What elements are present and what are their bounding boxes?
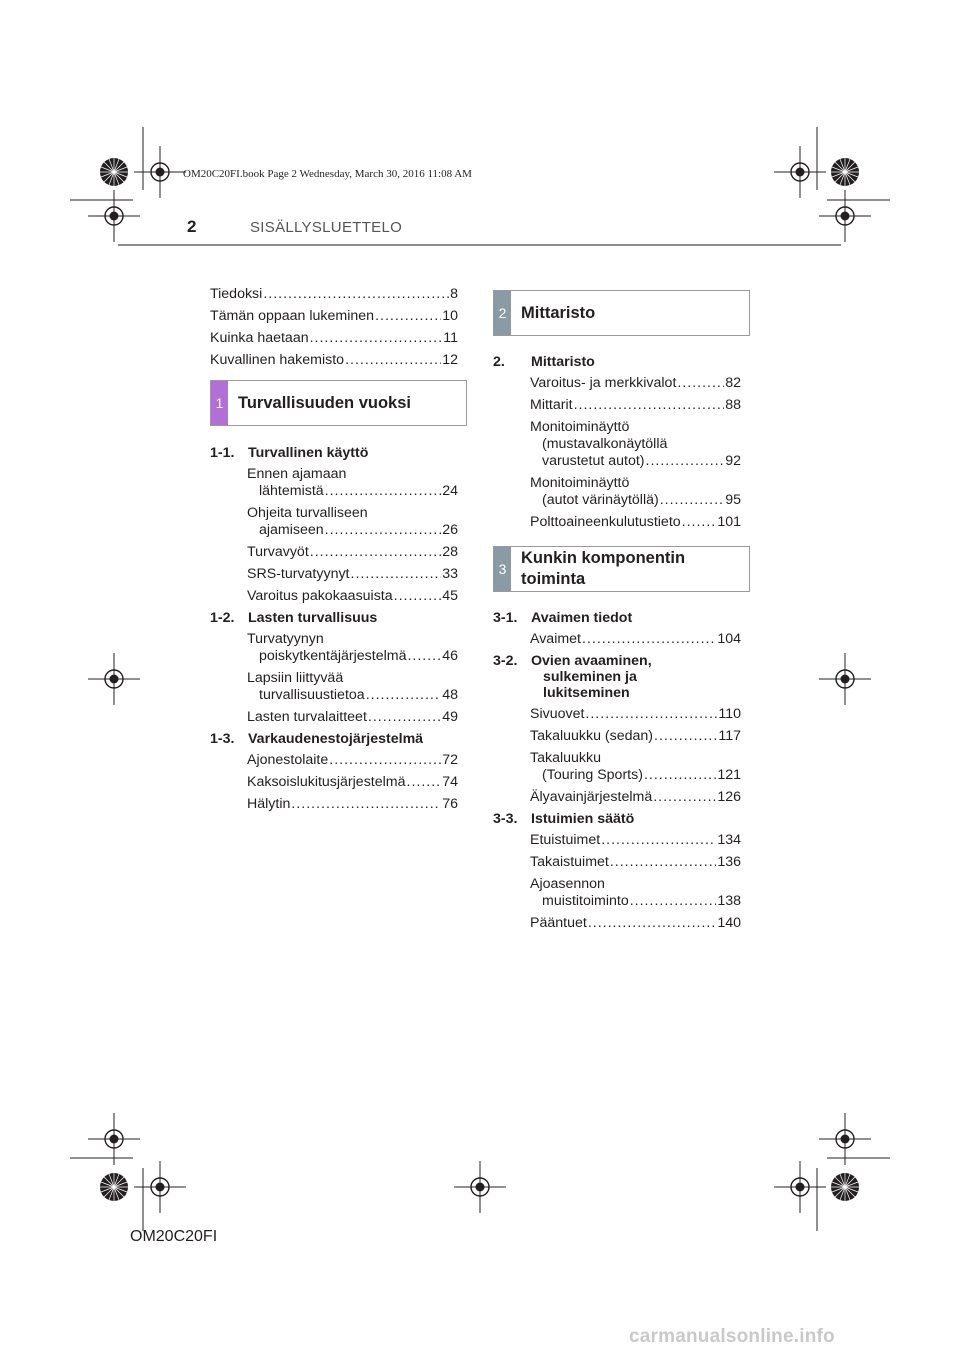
toc-entry[interactable]: Ohjeita turvalliseen ajamiseen ..... 26	[247, 505, 458, 539]
toc-entry[interactable]: Tämän oppaan lukeminen ..... 10	[210, 308, 458, 325]
print-slug: OM20C20FI.book Page 2 Wednesday, March 30, 2016 11:08 AM	[183, 168, 472, 180]
toc-entry[interactable]: Kuinka haetaan ..... 11	[210, 330, 458, 347]
toc-entry[interactable]: Älyavainjärjestelmä ..... 126	[530, 789, 741, 806]
header-rule	[118, 244, 841, 246]
toc-entry[interactable]: Kuvallinen hakemisto ..... 12	[210, 352, 458, 369]
chapter-heading[interactable]: 1-1. Turvallinen käyttö	[210, 445, 369, 461]
section-1-list	[210, 445, 458, 813]
toc-entry[interactable]: Lasten turvalaitteet ..... 49	[247, 709, 458, 726]
document-code: OM20C20FI	[130, 1228, 218, 1245]
section-title: Turvallisuuden vuoksi	[238, 393, 411, 412]
toc-entry[interactable]: Varoitus- ja merkkivalot ..... 82	[530, 375, 741, 392]
section-tab: 2	[494, 291, 511, 335]
toc-entry[interactable]: Ajoasennon muistitoiminto ..... 138	[530, 876, 741, 910]
toc-entry[interactable]: Monitoiminäyttö (autot värinäytöllä) ..... 95	[530, 475, 741, 509]
toc-entry[interactable]: Takaistuimet ..... 136	[530, 854, 741, 871]
section-header-2[interactable]	[493, 290, 750, 336]
toc-entry[interactable]: Takaluukku (Touring Sports) ..... 121	[530, 750, 741, 784]
toc-entry[interactable]: Polttoaineenkulutustieto ..... 101	[530, 514, 741, 531]
watermark: carmanualsonline.info	[629, 1326, 835, 1347]
toc-entry[interactable]: Hälytin ..... 76	[247, 796, 458, 813]
section-2-list	[493, 354, 741, 531]
section-3-list	[493, 610, 741, 932]
toc-entry[interactable]: Tiedoksi ..... 8	[210, 286, 458, 303]
toc-entry[interactable]: Ajonestolaite ..... 72	[247, 752, 458, 769]
chapter-heading[interactable]: 3-3. Istuimien säätö	[493, 811, 635, 827]
section-tab: 3	[494, 547, 511, 591]
chapter-heading[interactable]: 2. Mittaristo	[493, 354, 595, 370]
toc-entry[interactable]: Pääntuet ..... 140	[530, 915, 741, 932]
toc-entry[interactable]: Takaluukku (sedan) ..... 117	[530, 728, 741, 745]
toc-entry[interactable]: Turvavyöt ..... 28	[247, 544, 458, 561]
section-title: Kunkin komponentin toiminta	[521, 549, 686, 588]
page-number: 2	[187, 217, 197, 236]
toc-entry[interactable]: SRS-turvatyynyt ..... 33	[247, 566, 458, 583]
section-header-3[interactable]	[493, 546, 750, 592]
chapter-heading[interactable]: 1-3. Varkaudenestojärjestelmä	[210, 731, 424, 747]
running-title: SISÄLLYSLUETTELO	[250, 219, 403, 236]
toc-entry[interactable]: Kaksoislukitusjärjestelmä ..... 74	[247, 774, 458, 791]
section-header-1[interactable]	[210, 380, 467, 426]
chapter-heading[interactable]: 3-1. Avaimen tiedot	[493, 610, 633, 626]
intro-list	[210, 286, 458, 369]
toc-entry[interactable]: Avaimet ..... 104	[530, 631, 741, 648]
toc-entry[interactable]: Sivuovet ..... 110	[530, 706, 741, 723]
toc-entry[interactable]: Varoitus pakokaasuista ..... 45	[247, 588, 458, 605]
chapter-heading[interactable]: 1-2. Lasten turvallisuus	[210, 610, 378, 626]
toc-entry[interactable]: Etuistuimet ..... 134	[530, 832, 741, 849]
toc-entry[interactable]: Turvatyynyn poiskytkentäjärjestelmä ..... 46	[247, 631, 458, 665]
toc-entry[interactable]: Monitoiminäyttö (mustavalkonäytöllä varustetut autot) ..... 92	[530, 419, 741, 470]
toc-entry[interactable]: Mittarit ..... 88	[530, 397, 741, 414]
chapter-heading[interactable]: 3-2. Ovien avaaminen, sulkeminen ja lukitseminen	[493, 653, 652, 701]
section-tab: 1	[211, 381, 228, 425]
toc-entry[interactable]: Ennen ajamaan lähtemistä ..... 24	[247, 466, 458, 500]
section-title: Mittaristo	[521, 303, 596, 322]
toc-entry[interactable]: Lapsiin liittyvää turvallisuustietoa ..... 48	[247, 670, 458, 704]
